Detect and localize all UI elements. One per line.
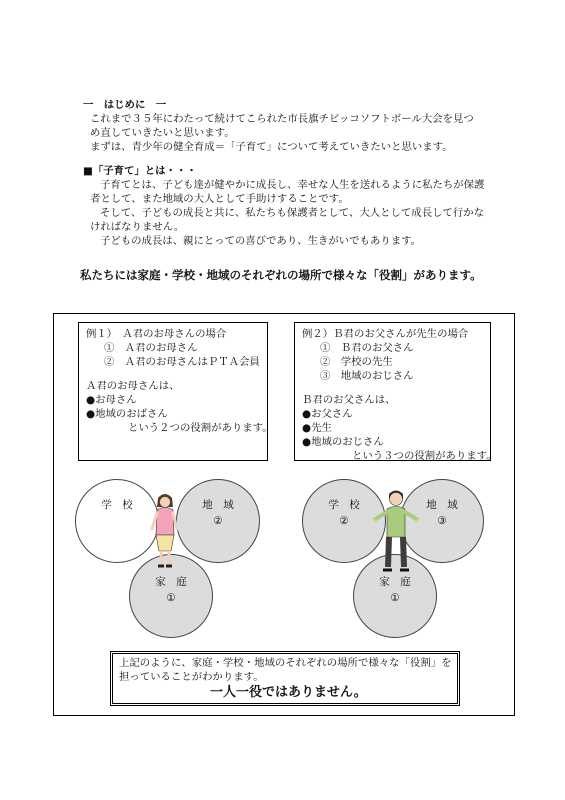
diagram1-school-circle (75, 479, 159, 563)
conclusion-emphasis: 一人一役ではありません。 (210, 685, 367, 700)
diagram1-community-label: 地 域 (202, 499, 234, 511)
kosodate-line-2: 者として、また地域の大人として手助けすることです。 (90, 193, 349, 205)
conclusion-line-2: 担っていることがわかります。 (119, 671, 264, 683)
father-illustration-icon (370, 487, 422, 575)
example1-summary: Ａ君のお母さんは、 (86, 380, 180, 392)
kosodate-line-3: そして、子どもの成長と共に、私たちも保護者として、大人として成長して行かな (100, 207, 485, 219)
example2-item-3: ③ 地域のおじさん (320, 370, 414, 382)
intro-heading: 一 はじめに 一 (83, 99, 167, 111)
example2-bullet-3: ●地域のおじさん (302, 436, 384, 448)
example2-bullet-1: ●お父さん (302, 408, 353, 420)
intro-line-1: これまで３５年にわたって続けてこられた市長旗チビッコソフトボール大会を見つ (90, 113, 474, 125)
example2-summary: Ｂ君のお父さんは、 (302, 394, 396, 406)
roles-heading: 私たちには家庭・学校・地域のそれぞれの場所で様々な「役割」があります。 (80, 268, 482, 282)
intro-line-2: め直していきたいと思います。 (90, 127, 235, 139)
example1-conclusion: という２つの役割があります。 (128, 422, 273, 434)
example2-item-2: ② 学校の先生 (320, 356, 393, 368)
example2-title: 例２）Ｂ君のお父さんが先生の場合 (302, 328, 469, 340)
example1-item-1: ① Ａ君のお母さん (104, 342, 198, 354)
example2-bullet-2: ●先生 (302, 422, 332, 434)
example1-title: 例１） Ａ君のお母さんの場合 (86, 328, 227, 340)
example2-item-1: ① Ｂ君のお父さん (320, 342, 414, 354)
mother-illustration-icon (148, 491, 182, 571)
example1-item-2: ② Ａ君のお母さんはＰＴＡ会員 (104, 356, 260, 368)
diagram2-school-num: ② (339, 515, 349, 527)
kosodate-line-1: 子育てとは、子ども達が健やかに成長し、幸せな人生を送れるように私たちが保護 (100, 179, 485, 191)
diagram1-home-num: ① (166, 592, 176, 604)
diagram1-community-num: ② (213, 515, 223, 527)
conclusion-line-1: 上記のように、家庭・学校・地域のそれぞれの場所で様々な「役割」を (119, 657, 452, 669)
kosodate-line-5: 子どもの成長は、親にとっての喜びであり、生きがいでもあります。 (100, 235, 422, 247)
example2-conclusion: という３つの役割があります。 (352, 450, 497, 462)
diagram1-home-label: 家 庭 (155, 576, 187, 588)
kosodate-line-4: ければなりません。 (90, 221, 185, 233)
intro-line-3: まずは、青少年の健全育成＝「子育て」について考えていきたいと思います。 (90, 141, 453, 153)
diagram2-home-label: 家 庭 (379, 576, 411, 588)
diagram2-community-num: ③ (437, 515, 447, 527)
diagram1-school-label: 学 校 (101, 499, 133, 511)
diagram2-community-label: 地 域 (426, 499, 458, 511)
example1-bullet-2: ●地域のおばさん (86, 408, 168, 420)
diagram2-school-label: 学 校 (328, 499, 360, 511)
example1-bullet-1: ●お母さん (86, 394, 137, 406)
kosodate-heading: ■「子育て」とは・・・ (83, 165, 197, 177)
diagram2-home-num: ① (390, 592, 400, 604)
